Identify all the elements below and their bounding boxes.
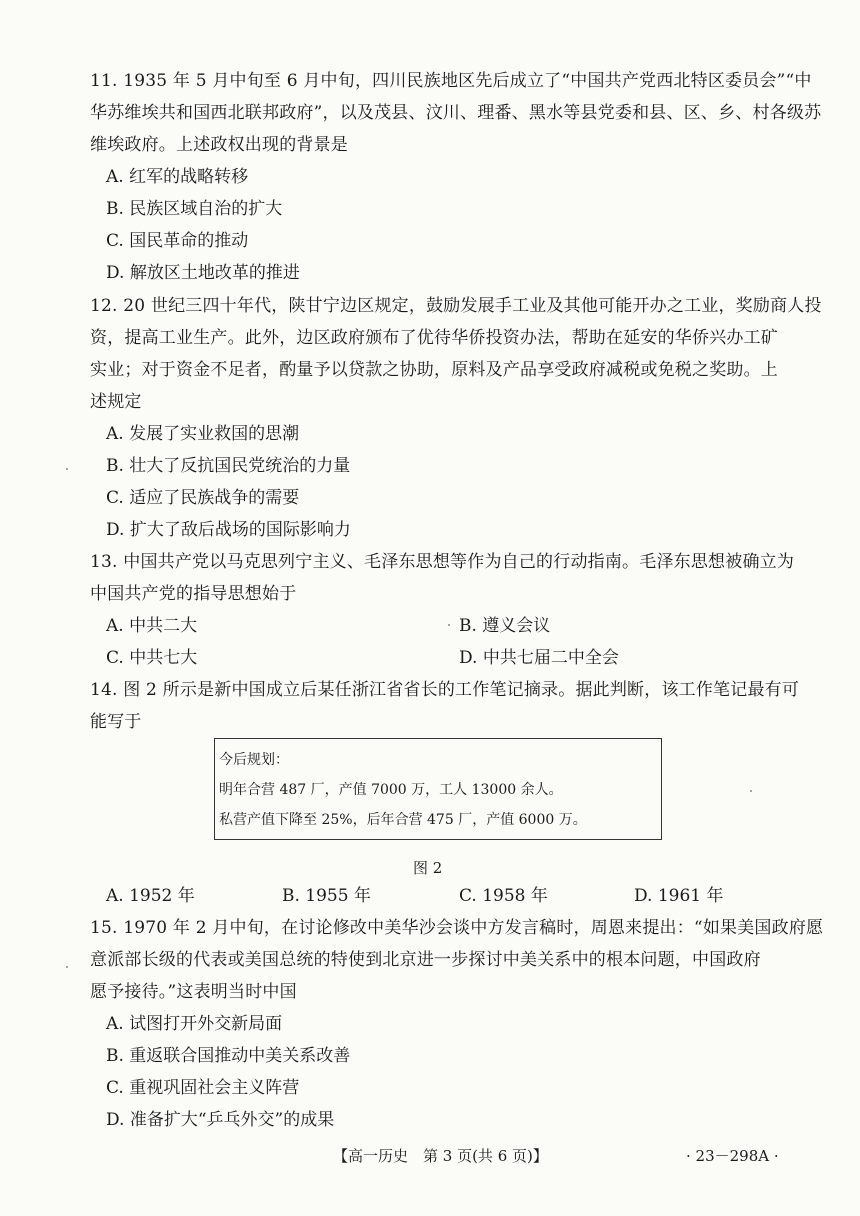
option-a: A. 中共二大 [106, 616, 198, 636]
option-c: C. 中共七大 [106, 648, 198, 668]
question-stem-line: 11. 1935 年 5 月中旬至 6 月中旬，四川民族地区先后成立了“中国共产党西北特区委员会”“中 [90, 71, 812, 91]
option-b: B. 壮大了反抗国民党统治的力量 [106, 456, 351, 476]
question-stem-line: 维埃政府。上述政权出现的背景是 [90, 135, 348, 155]
option-d: D. 1961 年 [634, 886, 724, 906]
option-b: B. 民族区域自治的扩大 [106, 199, 283, 219]
question-stem-line: 述规定 [90, 392, 142, 412]
option-a: A. 1952 年 [106, 886, 195, 906]
scan-speck [66, 966, 68, 968]
option-c: C. 国民革命的推动 [106, 231, 249, 251]
option-b: B. 1955 年 [282, 886, 371, 906]
option-b: B. 遵义会议 [459, 616, 551, 636]
scan-speck [750, 790, 752, 792]
figure-line: 私营产值下降至 25%，后年合营 475 厂，产值 6000 万。 [219, 812, 587, 828]
option-b: B. 重返联合国推动中美关系改善 [106, 1046, 351, 1066]
figure-2-box [214, 738, 662, 840]
question-stem-line: 12. 20 世纪三四十年代，陕甘宁边区规定，鼓励发展手工业及其他可能开办之工业，奖励商人投 [90, 296, 822, 316]
question-stem-line: 意派部长级的代表或美国总统的特使到北京进一步探讨中美关系中的根本问题，中国政府 [90, 950, 761, 970]
question-stem-line: 华苏维埃共和国西北联邦政府”，以及茂县、汶川、理番、黑水等县党委和县、区、乡、村各级苏 [90, 103, 822, 123]
question-stem-line: 能写于 [90, 712, 142, 732]
footer-page-info: 【高一历史 第 3 页(共 6 页)】 [333, 1147, 548, 1165]
option-a: A. 发展了实业救国的思潮 [106, 424, 300, 444]
option-d: D. 扩大了敌后战场的国际影响力 [106, 520, 351, 540]
option-c: C. 1958 年 [459, 886, 548, 906]
option-d: D. 解放区土地改革的推进 [106, 263, 300, 283]
question-stem-line: 资，提高工业生产。此外，边区政府颁布了优待华侨投资办法，帮助在延安的华侨兴办工矿 [90, 328, 778, 348]
option-c: C. 适应了民族战争的需要 [106, 488, 300, 508]
figure-line: 今后规划： [219, 752, 289, 768]
footer-paper-code: · 23－298A · [686, 1147, 779, 1165]
option-c: C. 重视巩固社会主义阵营 [106, 1078, 300, 1098]
option-d: D. 中共七届二中全会 [459, 648, 619, 668]
option-a: A. 试图打开外交新局面 [106, 1014, 283, 1034]
option-d: D. 准备扩大“乒乓外交”的成果 [106, 1110, 335, 1130]
scan-speck [448, 624, 450, 626]
option-a: A. 红军的战略转移 [106, 167, 249, 187]
question-stem-line: 13. 中国共产党以马克思列宁主义、毛泽东思想等作为自己的行动指南。毛泽东思想被确立为 [90, 552, 795, 572]
question-stem-line: 中国共产党的指导思想始于 [90, 584, 297, 604]
question-stem-line: 15. 1970 年 2 月中旬，在讨论修改中美华沙会谈中方发言稿时，周恩来提出：“如果美国政府愿 [90, 918, 824, 938]
figure-line: 明年合营 487 厂，产值 7000 万，工人 13000 余人。 [219, 782, 563, 798]
question-stem-line: 愿予接待。”这表明当时中国 [90, 982, 297, 1002]
question-stem-line: 实业；对于资金不足者，酌量予以贷款之协助，原料及产品享受政府减税或免税之奖助。上 [90, 360, 778, 380]
figure-caption: 图 2 [413, 859, 443, 877]
scan-speck [66, 468, 68, 470]
question-stem-line: 14. 图 2 所示是新中国成立后某任浙江省省长的工作笔记摘录。据此判断，该工作笔记最有可 [90, 680, 800, 700]
